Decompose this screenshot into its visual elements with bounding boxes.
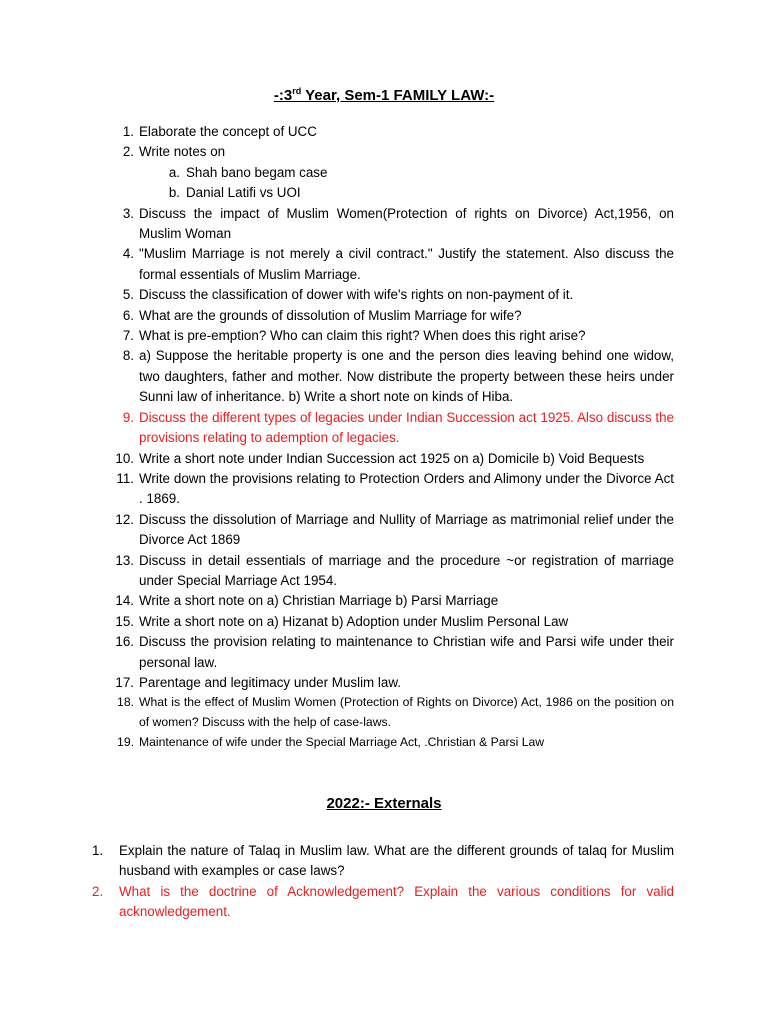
question-number: 18. xyxy=(117,695,134,710)
question-text: Discuss in detail essentials of marriage and the procedure ~or registration of marriage under Special Marriage Act 1954. xyxy=(139,552,674,588)
question-item-15 xyxy=(0,612,768,632)
question-text: Discuss the different types of legacies under Indian Succession act 1925. Also discuss the provisions relating to ademption of legacies. xyxy=(139,409,674,446)
question-text: Write a short note under Indian Succession act 1925 on a) Domicile b) Void Bequests xyxy=(139,450,645,466)
question-text: Discuss the classification of dower with wife's rights on non-payment of it. xyxy=(139,287,574,303)
question-text: Discuss the provision relating to maintenance to Christian wife and Parsi wife under their personal law. xyxy=(139,634,674,670)
question-text: Maintenance of wife under the Special Marriage Act, .Christian & Parsi Law xyxy=(139,734,545,749)
section-heading-externals: 2022:- Externals xyxy=(326,795,442,812)
question-number: 14. xyxy=(115,593,134,609)
question-number: 17. xyxy=(115,674,134,690)
title-superscript: rd xyxy=(292,86,302,96)
question-number: 13. xyxy=(115,552,134,568)
question-item-18 xyxy=(0,693,768,732)
question-item-10 xyxy=(0,449,768,469)
question-number: 2. xyxy=(92,883,104,899)
sub-item-a xyxy=(0,163,768,183)
question-text: Parentage and legitimacy under Muslim law. xyxy=(139,674,401,690)
question-number: 10. xyxy=(115,450,134,466)
sub-item-text: Shah bano begam case xyxy=(186,164,328,180)
question-item-12 xyxy=(0,510,768,551)
question-item-4 xyxy=(0,244,768,285)
question-text: Write notes on xyxy=(139,144,226,160)
sub-item-b xyxy=(0,183,768,203)
external-item-1 xyxy=(0,841,768,882)
external-item-2-highlighted xyxy=(0,882,768,923)
question-list xyxy=(0,122,768,752)
question-item-8 xyxy=(0,346,768,407)
question-text: Write a short note on a) Hizanat b) Adoption under Muslim Personal Law xyxy=(139,613,569,629)
sub-item-letter: a. xyxy=(168,164,180,180)
question-text: a) Suppose the heritable property is one and the person dies leaving behind one widow, two daughters, father and mother. Now distribute the property between these heirs under Sunni law of inheritance. b) Write a short note on kinds of Hiba. xyxy=(139,348,674,405)
question-number: 8. xyxy=(122,348,134,364)
title-suffix: Year, Sem-1 FAMILY LAW:- xyxy=(301,87,495,104)
question-number: 9. xyxy=(122,409,134,425)
question-number: 1. xyxy=(122,124,134,139)
page-title xyxy=(0,86,768,104)
question-text: Discuss the dissolution of Marriage and Nullity of Marriage as matrimonial relief under the Divorce Act 1869 xyxy=(139,511,674,548)
externals-list xyxy=(0,841,768,923)
question-item-14 xyxy=(0,591,768,611)
question-number: 2. xyxy=(122,144,134,160)
question-number: 1. xyxy=(92,843,104,858)
question-item-5 xyxy=(0,285,768,305)
question-item-13 xyxy=(0,551,768,592)
question-item-11 xyxy=(0,469,768,510)
question-text: Write a short note on a) Christian Marriage b) Parsi Marriage xyxy=(139,593,499,609)
question-number: 12. xyxy=(115,511,134,527)
question-text: What is pre-emption? Who can claim this right? When does this right arise? xyxy=(139,328,586,344)
question-number: 5. xyxy=(122,287,134,303)
question-item-2 xyxy=(0,142,768,162)
question-number: 3. xyxy=(122,205,134,221)
question-text: What is the doctrine of Acknowledgement? Explain the various conditions for valid acknowledgement. xyxy=(119,883,674,920)
question-text: Discuss the impact of Muslim Women(Protection of rights on Divorce) Act,1956, on Muslim Woman xyxy=(139,205,674,242)
question-item-17 xyxy=(0,673,768,693)
question-item-16 xyxy=(0,632,768,673)
title-prefix: -:3 xyxy=(273,87,293,104)
question-text: Write down the provisions relating to Protection Orders and Alimony under the Divorce Act . 1869. xyxy=(139,470,674,507)
question-number: 16. xyxy=(115,634,134,650)
question-item-1 xyxy=(0,122,768,142)
question-item-9-highlighted xyxy=(0,408,768,449)
question-text: "Muslim Marriage is not merely a civil contract." Justify the statement. Also discuss the formal essentials of Muslim Marriage. xyxy=(139,246,674,282)
question-item-7 xyxy=(0,326,768,346)
question-item-6 xyxy=(0,306,768,326)
sub-item-letter: b. xyxy=(168,185,180,201)
question-text: Explain the nature of Talaq in Muslim law. What are the different grounds of talaq for Muslim husband with examples or case laws? xyxy=(119,843,674,879)
question-number: 19. xyxy=(117,734,134,749)
question-text: What is the effect of Muslim Women (Protection of Rights on Divorce) Act, 1986 on the position on of women? Discuss with the help of case-laws. xyxy=(139,695,674,729)
question-number: 15. xyxy=(115,613,134,629)
question-number: 11. xyxy=(116,470,134,486)
question-item-19 xyxy=(0,733,768,753)
question-item-3 xyxy=(0,204,768,245)
question-text: What are the grounds of dissolution of Muslim Marriage for wife? xyxy=(139,307,522,323)
question-number: 7. xyxy=(122,328,134,344)
sub-item-text: Danial Latifi vs UOI xyxy=(186,185,301,201)
question-text: Elaborate the concept of UCC xyxy=(139,124,317,139)
question-number: 6. xyxy=(122,307,134,323)
question-number: 4. xyxy=(122,246,134,262)
